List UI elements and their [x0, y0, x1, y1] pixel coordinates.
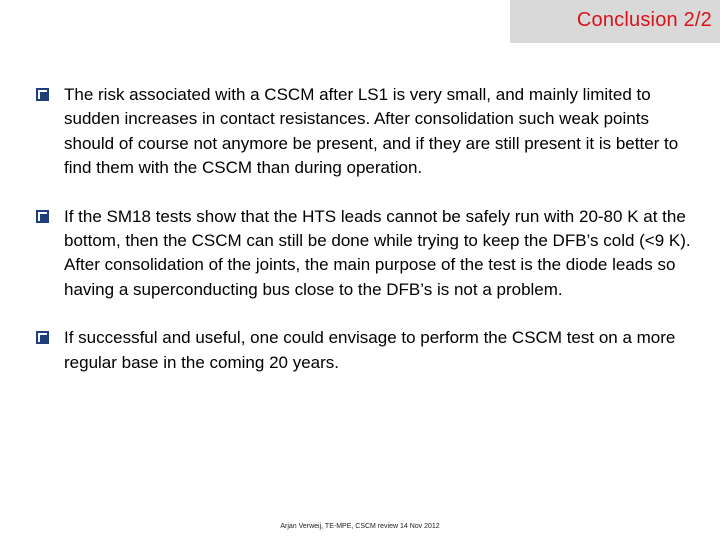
footer-credit: Arjan Verweij, TE-MPE, CSCM review 14 Nov 2012 [280, 523, 440, 530]
checkbox-bullet-icon [36, 210, 50, 224]
bullet-text: If the SM18 tests show that the HTS leads cannot be safely run with 20-80 K at the bottom, then the CSCM can still be done while trying to keep the DFB’s cold (<9 K). After consolidation of the joints, the main purpose of the test is the diode leads so having a superconducting bus close to the DFB’s is not a problem. [64, 206, 691, 299]
bullet-text: The risk associated with a CSCM after LS1 is very small, and mainly limited to sudden increases in contact resistances. After consolidation such weak points should of course not anymore be present, and if they are still present it is better to find them with the CSCM than during operation. [64, 85, 679, 178]
title-box [510, 0, 720, 43]
bullet-list [36, 83, 692, 399]
bullet-item [36, 205, 692, 303]
slide-title: Conclusion 2/2 [576, 9, 712, 31]
checkbox-bullet-icon [36, 331, 50, 345]
checkbox-bullet-icon [36, 88, 50, 102]
bullet-item [36, 83, 692, 181]
bullet-item [36, 326, 692, 375]
bullet-text: If successful and useful, one could envisage to perform the CSCM test on a more regular base in the coming 20 years. [64, 328, 676, 372]
